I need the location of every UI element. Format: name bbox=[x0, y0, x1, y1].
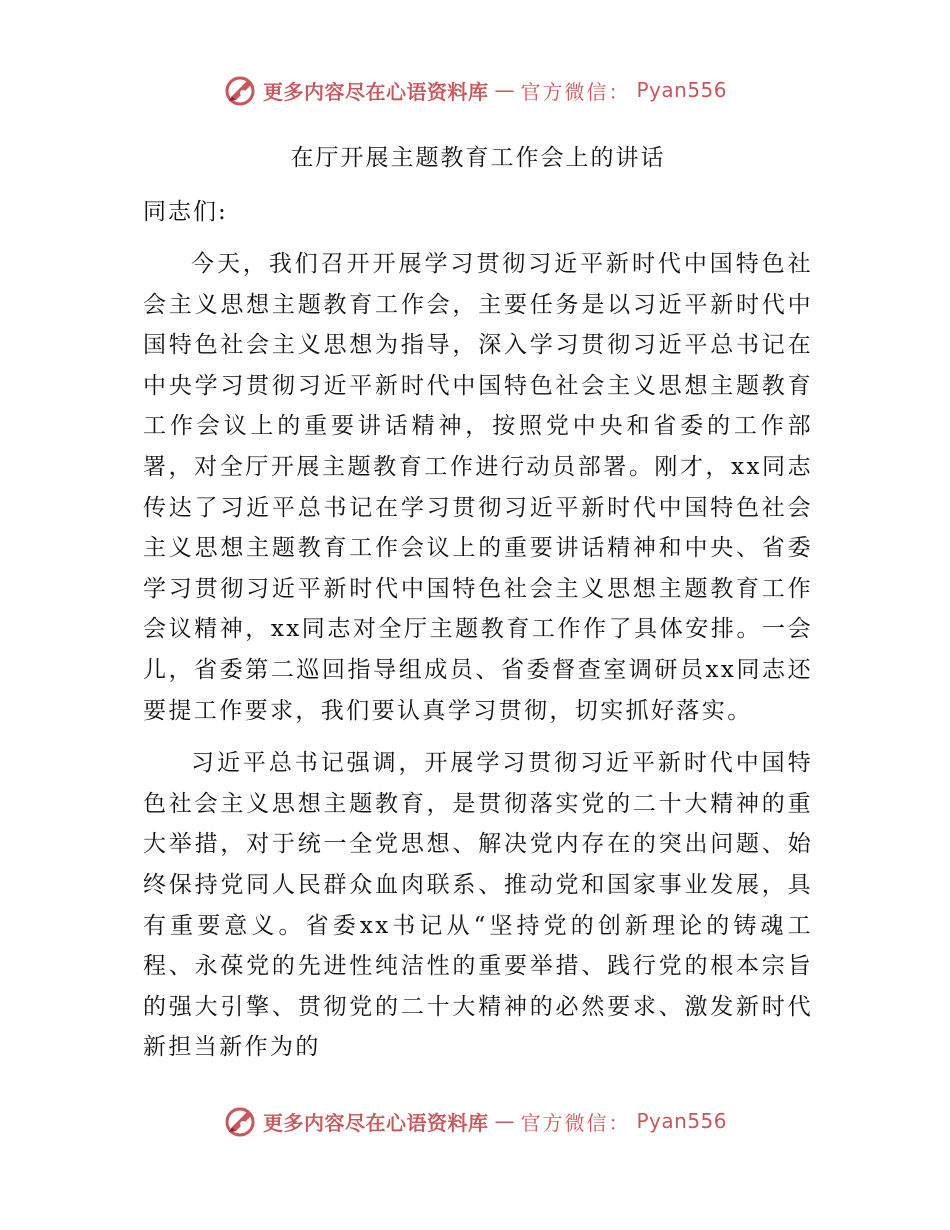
paragraph: 习近平总书记强调，开展学习贯彻习近平新时代中国特色社会主义思想主题教育，是贯彻落实党的二十大精神的重大举措，对于统一全党思想、解决党内存在的突出问题、始终保持党同人民群众血肉联系、推动党和国家事业发展，具有重要意义。省委xx书记从“坚持党的创新理论的铸魂工程、永葆党的先进性纯洁性的重要举措、践行党的根本宗旨的强大引擎、贯彻党的二十大精神的必然要求、激发新时代新担当新作为的 bbox=[143, 750, 813, 1061]
document-title: 在厅开展主题教育工作会上的讲话 bbox=[290, 145, 666, 171]
watermark-header bbox=[0, 70, 950, 110]
watermark-separator: — bbox=[494, 1109, 515, 1133]
watermark-wechat-id: Pyan556 bbox=[636, 78, 727, 102]
watermark-main-text: 更多内容尽在心语资料库 bbox=[262, 79, 489, 104]
pen-heart-logo-icon bbox=[223, 73, 257, 107]
document-body bbox=[143, 138, 813, 1080]
watermark-wechat-label: 官方微信： bbox=[520, 79, 631, 104]
pen-heart-logo-icon bbox=[223, 1104, 257, 1138]
watermark-wechat-label: 官方微信： bbox=[520, 1110, 631, 1135]
watermark-footer bbox=[0, 1101, 950, 1141]
salutation: 同志们: bbox=[143, 199, 228, 225]
watermark-separator: — bbox=[494, 78, 515, 102]
paragraph: 今天，我们召开开展学习贯彻习近平新时代中国特色社会主义思想主题教育工作会，主要任务是以习近平新时代中国特色社会主义思想为指导，深入学习贯彻习近平总书记在中央学习贯彻习近平新时代中国特色社会主义思想主题教育工作会议上的重要讲话精神，按照党中央和省委的工作部署，对全厅开展主题教育工作进行动员部署。刚才，xx同志传达了习近平总书记在学习贯彻习近平新时代中国特色社会主义思想主题教育工作会议上的重要讲话精神和中央、省委学习贯彻习近平新时代中国特色社会主义思想主题教育工作会议精神，xx同志对全厅主题教育工作作了具体安排。一会儿，省委第二巡回指导组成员、省委督查室调研员xx同志还要提工作要求，我们要认真学习贯彻，切实抓好落实。 bbox=[143, 251, 813, 724]
watermark-main-text: 更多内容尽在心语资料库 bbox=[262, 1110, 489, 1135]
watermark-wechat-id: Pyan556 bbox=[636, 1109, 727, 1133]
